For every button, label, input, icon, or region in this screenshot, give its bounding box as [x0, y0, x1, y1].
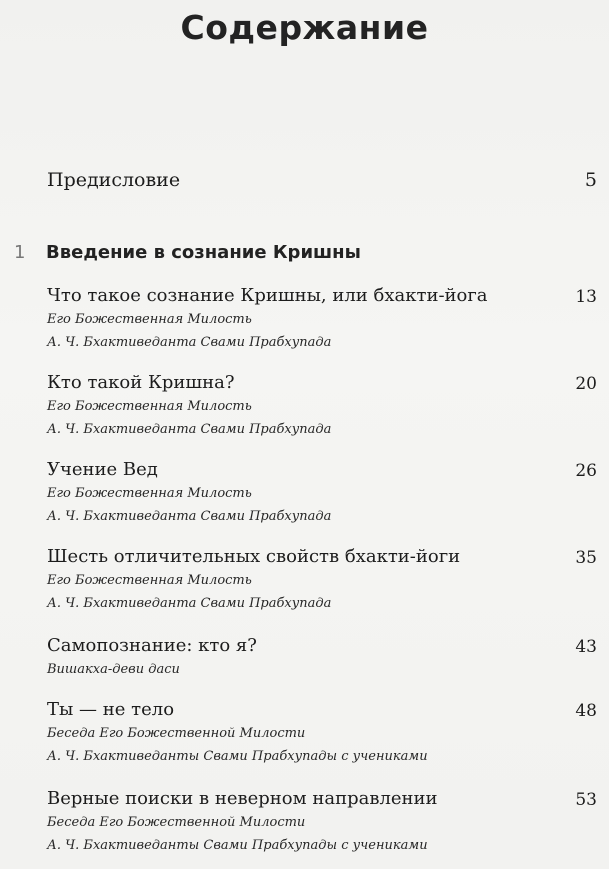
toc-entry-author: Вишакха-деви даси [47, 662, 180, 677]
toc-entry[interactable] [47, 371, 597, 441]
toc-entry-author: А. Ч. Бхактиведанта Свами Прабхупада [47, 335, 332, 350]
chapter-number: 1 [14, 242, 26, 263]
toc-entry[interactable] [47, 284, 597, 354]
page-title: Содержание [180, 8, 429, 47]
toc-entry[interactable] [47, 698, 597, 768]
toc-entry-author: Его Божественная Милость [47, 399, 252, 414]
toc-entry-title: Шесть отличительных свойств бхакти-йоги [47, 546, 461, 567]
toc-entry[interactable] [47, 634, 597, 681]
toc-entry-author: Беседа Его Божественной Милости [47, 815, 306, 830]
toc-entry-author: А. Ч. Бхактиведанты Свами Прабхупады с учениками [47, 749, 428, 764]
toc-entry-author: Его Божественная Милость [47, 312, 252, 327]
toc-entry[interactable] [47, 458, 597, 528]
toc-entry-title: Что такое сознание Кришны, или бхакти-йога [47, 285, 488, 306]
toc-page-number: 48 [575, 701, 597, 721]
chapter-title: Введение в сознание Кришны [46, 242, 361, 263]
toc-entry-author: А. Ч. Бхактиведанта Свами Прабхупада [47, 422, 332, 437]
toc-entry[interactable] [47, 545, 597, 615]
toc-page-number: 53 [575, 790, 597, 810]
toc-entry-author: А. Ч. Бхактиведанты Свами Прабхупады с учениками [47, 838, 428, 853]
toc-entry-title: Самопознание: кто я? [47, 635, 257, 656]
toc-page-number: 35 [575, 548, 597, 568]
toc-entry-title: Ты — не тело [47, 699, 175, 720]
toc-entry-preface[interactable] [47, 169, 597, 191]
toc-entry-author: А. Ч. Бхактиведанта Свами Прабхупада [47, 509, 332, 524]
toc-entry-title: Предисловие [47, 169, 181, 191]
toc-page-number: 43 [575, 637, 597, 657]
toc-page-number: 20 [575, 374, 597, 394]
toc-page-number: 26 [575, 461, 597, 481]
toc-entry-author: Беседа Его Божественной Милости [47, 726, 306, 741]
toc-entry-title: Верные поиски в неверном направлении [47, 788, 438, 809]
toc-entry[interactable] [47, 787, 597, 857]
toc-entry-title: Кто такой Кришна? [47, 372, 235, 393]
toc-entry-author: Его Божественная Милость [47, 486, 252, 501]
toc-entry-title: Учение Вед [47, 459, 158, 480]
chapter-heading [14, 242, 594, 263]
toc-entry-author: А. Ч. Бхактиведанта Свами Прабхупада [47, 596, 332, 611]
toc-entry-author: Его Божественная Милость [47, 573, 252, 588]
toc-page-number: 13 [575, 287, 597, 307]
toc-page-number: 5 [584, 169, 597, 191]
